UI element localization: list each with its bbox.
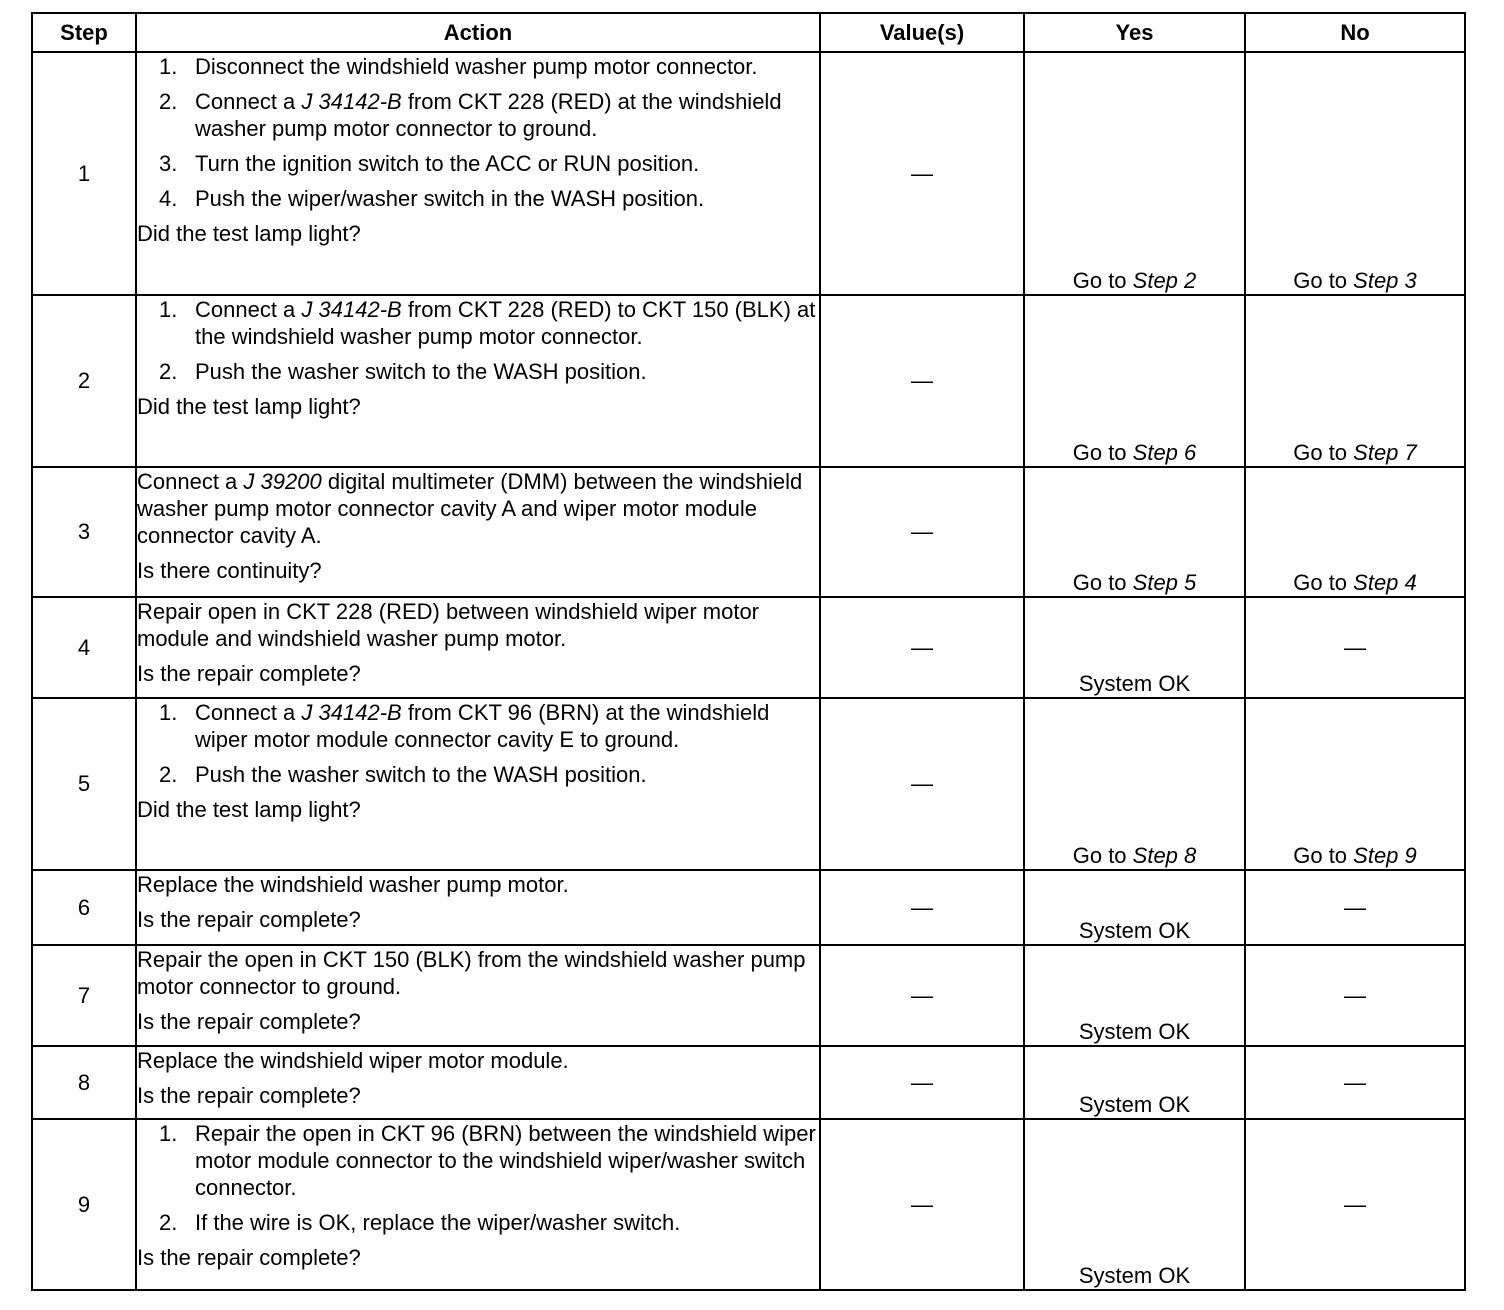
action-paragraph: Repair the open in CKT 150 (BLK) from the windshield washer pump motor connector to ground. xyxy=(137,947,806,999)
yes-cell: Go to Step 2 xyxy=(1024,52,1245,295)
table-row xyxy=(32,698,1465,870)
header-action: Action xyxy=(136,13,820,52)
no-cell: Go to Step 4 xyxy=(1245,467,1465,597)
yes-cell: System OK xyxy=(1024,597,1245,698)
step-link: Step 5 xyxy=(1132,570,1197,595)
step-number: 1 xyxy=(32,52,136,295)
value-cell: — xyxy=(820,467,1024,597)
action-cell xyxy=(136,698,820,870)
step-link: Step 6 xyxy=(1132,440,1197,465)
yes-cell: System OK xyxy=(1024,1119,1245,1290)
yes-cell: Go to Step 8 xyxy=(1024,698,1245,870)
yes-cell: Go to Step 5 xyxy=(1024,467,1245,597)
yes-cell: Go to Step 6 xyxy=(1024,295,1245,467)
tool-name: J 34142-B xyxy=(301,700,402,725)
list-item: 2. Push the washer switch to the WASH position. xyxy=(159,762,647,787)
no-cell: — xyxy=(1245,945,1465,1046)
step-link: Step 3 xyxy=(1353,268,1417,293)
action-cell xyxy=(136,945,820,1046)
table-row xyxy=(32,52,1465,295)
action-cell xyxy=(136,295,820,467)
list-item: 2. Connect a J 34142-B from CKT 228 (RED) at the windshield washer pump motor connector to ground. xyxy=(159,89,782,141)
step-number: 5 xyxy=(32,698,136,870)
action-cell xyxy=(136,870,820,945)
action-cell xyxy=(136,1046,820,1119)
value-cell: — xyxy=(820,870,1024,945)
question: Is the repair complete? xyxy=(137,1245,361,1270)
value-cell: — xyxy=(820,1119,1024,1290)
question: Is the repair complete? xyxy=(137,661,361,686)
tool-name: J 34142-B xyxy=(301,89,402,114)
no-cell: Go to Step 9 xyxy=(1245,698,1465,870)
table-row xyxy=(32,1046,1465,1119)
no-cell: — xyxy=(1245,1119,1465,1290)
step-number: 9 xyxy=(32,1119,136,1290)
list-item: 1. Connect a J 34142-B from CKT 228 (RED) to CKT 150 (BLK) at the windshield washer pump motor connector. xyxy=(159,297,816,349)
list-item: 4. Push the wiper/washer switch in the WASH position. xyxy=(159,186,705,211)
action-paragraph: Replace the windshield washer pump motor. xyxy=(137,872,569,897)
value-cell: — xyxy=(820,1046,1024,1119)
table-row xyxy=(32,1119,1465,1290)
list-item: 1. Connect a J 34142-B from CKT 96 (BRN) at the windshield wiper motor module connector cavity E to ground. xyxy=(159,700,770,752)
step-number: 3 xyxy=(32,467,136,597)
header-no: No xyxy=(1245,13,1465,52)
no-cell: — xyxy=(1245,870,1465,945)
value-cell: — xyxy=(820,945,1024,1046)
tool-name: J 34142-B xyxy=(301,297,402,322)
header-step: Step xyxy=(32,13,136,52)
header-yes: Yes xyxy=(1024,13,1245,52)
list-item: 3. Turn the ignition switch to the ACC or RUN position. xyxy=(159,151,700,176)
value-cell: — xyxy=(820,597,1024,698)
question: Is the repair complete? xyxy=(137,1009,361,1034)
action-cell xyxy=(136,1119,820,1290)
list-item: 1. Repair the open in CKT 96 (BRN) between the windshield wiper motor module connector to the windshield wiper/washer switch connector. xyxy=(159,1121,816,1200)
table-row xyxy=(32,597,1465,698)
no-cell: Go to Step 3 xyxy=(1245,52,1465,295)
list-item: 2. If the wire is OK, replace the wiper/washer switch. xyxy=(159,1210,681,1235)
table-row xyxy=(32,870,1465,945)
yes-cell: System OK xyxy=(1024,945,1245,1046)
action-cell xyxy=(136,52,820,295)
question: Is the repair complete? xyxy=(137,1083,361,1108)
question: Did the test lamp light? xyxy=(137,797,361,822)
step-number: 2 xyxy=(32,295,136,467)
step-number: 4 xyxy=(32,597,136,698)
step-link: Step 9 xyxy=(1353,843,1417,868)
step-link: Step 7 xyxy=(1353,440,1417,465)
action-paragraph: Replace the windshield wiper motor module. xyxy=(137,1048,569,1073)
question: Did the test lamp light? xyxy=(137,221,361,246)
table-row xyxy=(32,295,1465,467)
header-values: Value(s) xyxy=(820,13,1024,52)
table-row xyxy=(32,467,1465,597)
step-number: 8 xyxy=(32,1046,136,1119)
no-cell: Go to Step 7 xyxy=(1245,295,1465,467)
step-link: Step 2 xyxy=(1132,268,1197,293)
step-link: Step 8 xyxy=(1132,843,1197,868)
tool-name: J 39200 xyxy=(243,469,322,494)
no-cell: — xyxy=(1245,1046,1465,1119)
diagnostic-table xyxy=(31,12,1466,1291)
question: Is there continuity? xyxy=(137,558,322,583)
header-row xyxy=(32,13,1465,52)
no-cell: — xyxy=(1245,597,1465,698)
yes-cell: System OK xyxy=(1024,1046,1245,1119)
action-paragraph: Connect a J 39200 digital multimeter (DMM) between the windshield washer pump motor connector cavity A and wiper motor module connector cavity A. xyxy=(137,469,803,548)
step-number: 6 xyxy=(32,870,136,945)
table-row xyxy=(32,945,1465,1046)
action-cell xyxy=(136,597,820,698)
step-number: 7 xyxy=(32,945,136,1046)
value-cell: — xyxy=(820,52,1024,295)
list-item: 1. Disconnect the windshield washer pump motor connector. xyxy=(159,54,758,79)
yes-cell: System OK xyxy=(1024,870,1245,945)
action-paragraph: Repair open in CKT 228 (RED) between windshield wiper motor module and windshield washer pump motor. xyxy=(137,599,760,651)
value-cell: — xyxy=(820,698,1024,870)
action-cell xyxy=(136,467,820,597)
value-cell: — xyxy=(820,295,1024,467)
question: Is the repair complete? xyxy=(137,907,361,932)
step-link: Step 4 xyxy=(1353,570,1417,595)
question: Did the test lamp light? xyxy=(137,394,361,419)
list-item: 2. Push the washer switch to the WASH position. xyxy=(159,359,647,384)
